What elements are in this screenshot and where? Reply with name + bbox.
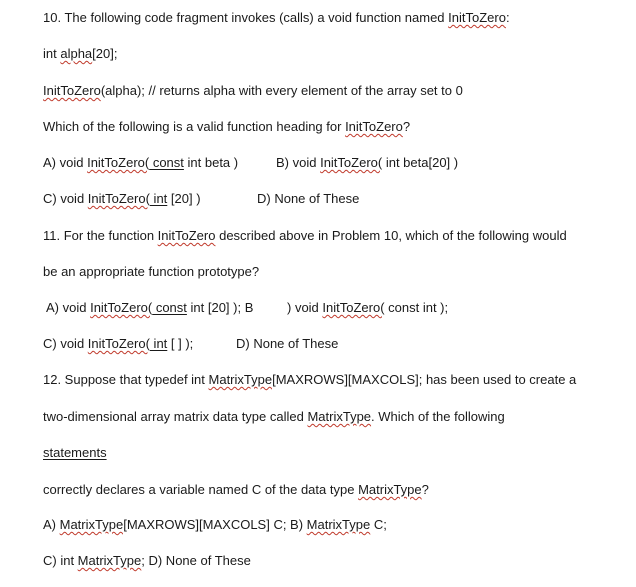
q12-options-ab [43,516,387,534]
q11-line1-function-name: InitToZero [157,228,216,243]
q11-option-a-const: const [152,300,187,315]
q10-call [43,82,463,100]
q12-line4-text: correctly declares a variable named C of the data type [43,482,359,497]
q11-option-b [287,299,448,317]
q10-decl-size: [20]; [92,46,118,61]
q10-intro-text: 10. The following code fragment invokes (calls) a void function named [43,10,449,25]
q11-option-a-rest: int [20] ); B [186,300,254,315]
q10-option-c [43,190,201,208]
q11-option-d: D) None of These [236,336,339,351]
q12-line4 [43,481,429,499]
q12-options-cd [43,552,251,570]
q12-option-b-rest: C; [370,517,387,532]
q11-option-a-function: InitToZero( [90,300,153,315]
q11-option-b-rest: const int ); [384,300,449,315]
q12-line1-text: 12. Suppose that typedef int [43,372,209,387]
q10-question [43,118,410,136]
q12-line1 [43,371,576,389]
q11-option-c-prefix: C) void [43,336,88,351]
q11-line1-rest: described above in Problem 10, which of the following would [215,228,567,243]
q10-option-b-rest: int beta[20] ) [382,155,459,170]
q12-option-a-rest: MAXROWS][MAXCOLS] C; B) [126,517,307,532]
q11-option-b-prefix: ) void [287,300,323,315]
q12-line2-text: two-dimensional array matrix data type called [43,409,308,424]
q10-question-mark: ? [402,119,411,134]
q11-option-c [43,335,193,353]
q10-decl-type: int [43,46,61,61]
q10-option-a-prefix: A) void [43,155,88,170]
q12-option-c-type: MatrixType [77,553,142,568]
q12-line2 [43,408,505,426]
q10-option-b-prefix: B) void [276,155,321,170]
q11-option-b-function: InitToZero( [322,300,385,315]
q11-option-c-function: InitToZero( [87,336,150,351]
q10-option-a-function: InitToZero( [87,155,150,170]
q12-option-a-prefix: A) [43,517,60,532]
q12-line1-rest: MAXROWS][MAXCOLS]; has been used to create a [275,372,577,387]
q10-option-c-function: InitToZero( [87,191,150,206]
q12-option-c-rest: ; D) None of These [141,553,251,568]
q12-line3 [43,444,107,462]
q12-line2-type-name: MatrixType [307,409,372,424]
q11-option-a [46,299,253,317]
q10-option-a-rest: int beta ) [183,155,239,170]
q10-option-c-int: int [149,191,168,206]
q10-option-b-function: InitToZero( [320,155,383,170]
q10-option-d: D) None of These [257,191,360,206]
q10-option-b [276,154,458,172]
q11-option-a-prefix: A) void [46,300,91,315]
q10-question-text: Which of the following is a valid function heading for [43,119,346,134]
q11-line1 [43,227,567,245]
q10-intro [43,9,510,27]
q10-option-c-prefix: C) void [43,191,88,206]
q12-line4-type-name: MatrixType [358,482,422,497]
q10-decl-var: alpha [60,46,93,61]
q12-option-b-type: MatrixType [306,517,371,532]
q10-option-a [43,155,238,170]
q10-options-ab [43,154,238,172]
q10-intro-function-name: InitToZero [448,10,506,25]
q12-line1-type-name: MatrixType[ [208,372,276,387]
q11-option-c-rest: [ ] ); [167,336,194,351]
q10-option-c-rest: [20] ) [167,191,201,206]
q12-statements-word: statements [43,445,107,460]
q10-intro-colon: : [505,10,510,25]
q10-call-rest: (alpha); // returns alpha with every element of the array set to 0 [100,83,463,98]
q12-line2-rest: . Which of the following [371,409,505,424]
q10-declaration [43,45,117,63]
q12-option-a-type: MatrixType[ [59,517,127,532]
q12-line4-question-mark: ? [421,482,429,497]
q10-option-a-const: const [149,155,184,170]
q11-line1-text: 11. For the function [43,228,158,243]
q11-line2: be an appropriate function prototype? [43,264,260,279]
q10-question-function-name: InitToZero [345,119,403,134]
q11-option-c-int: int [149,336,168,351]
q10-call-function-name: InitToZero [43,83,101,98]
q12-option-c-prefix: C) int [43,553,78,568]
